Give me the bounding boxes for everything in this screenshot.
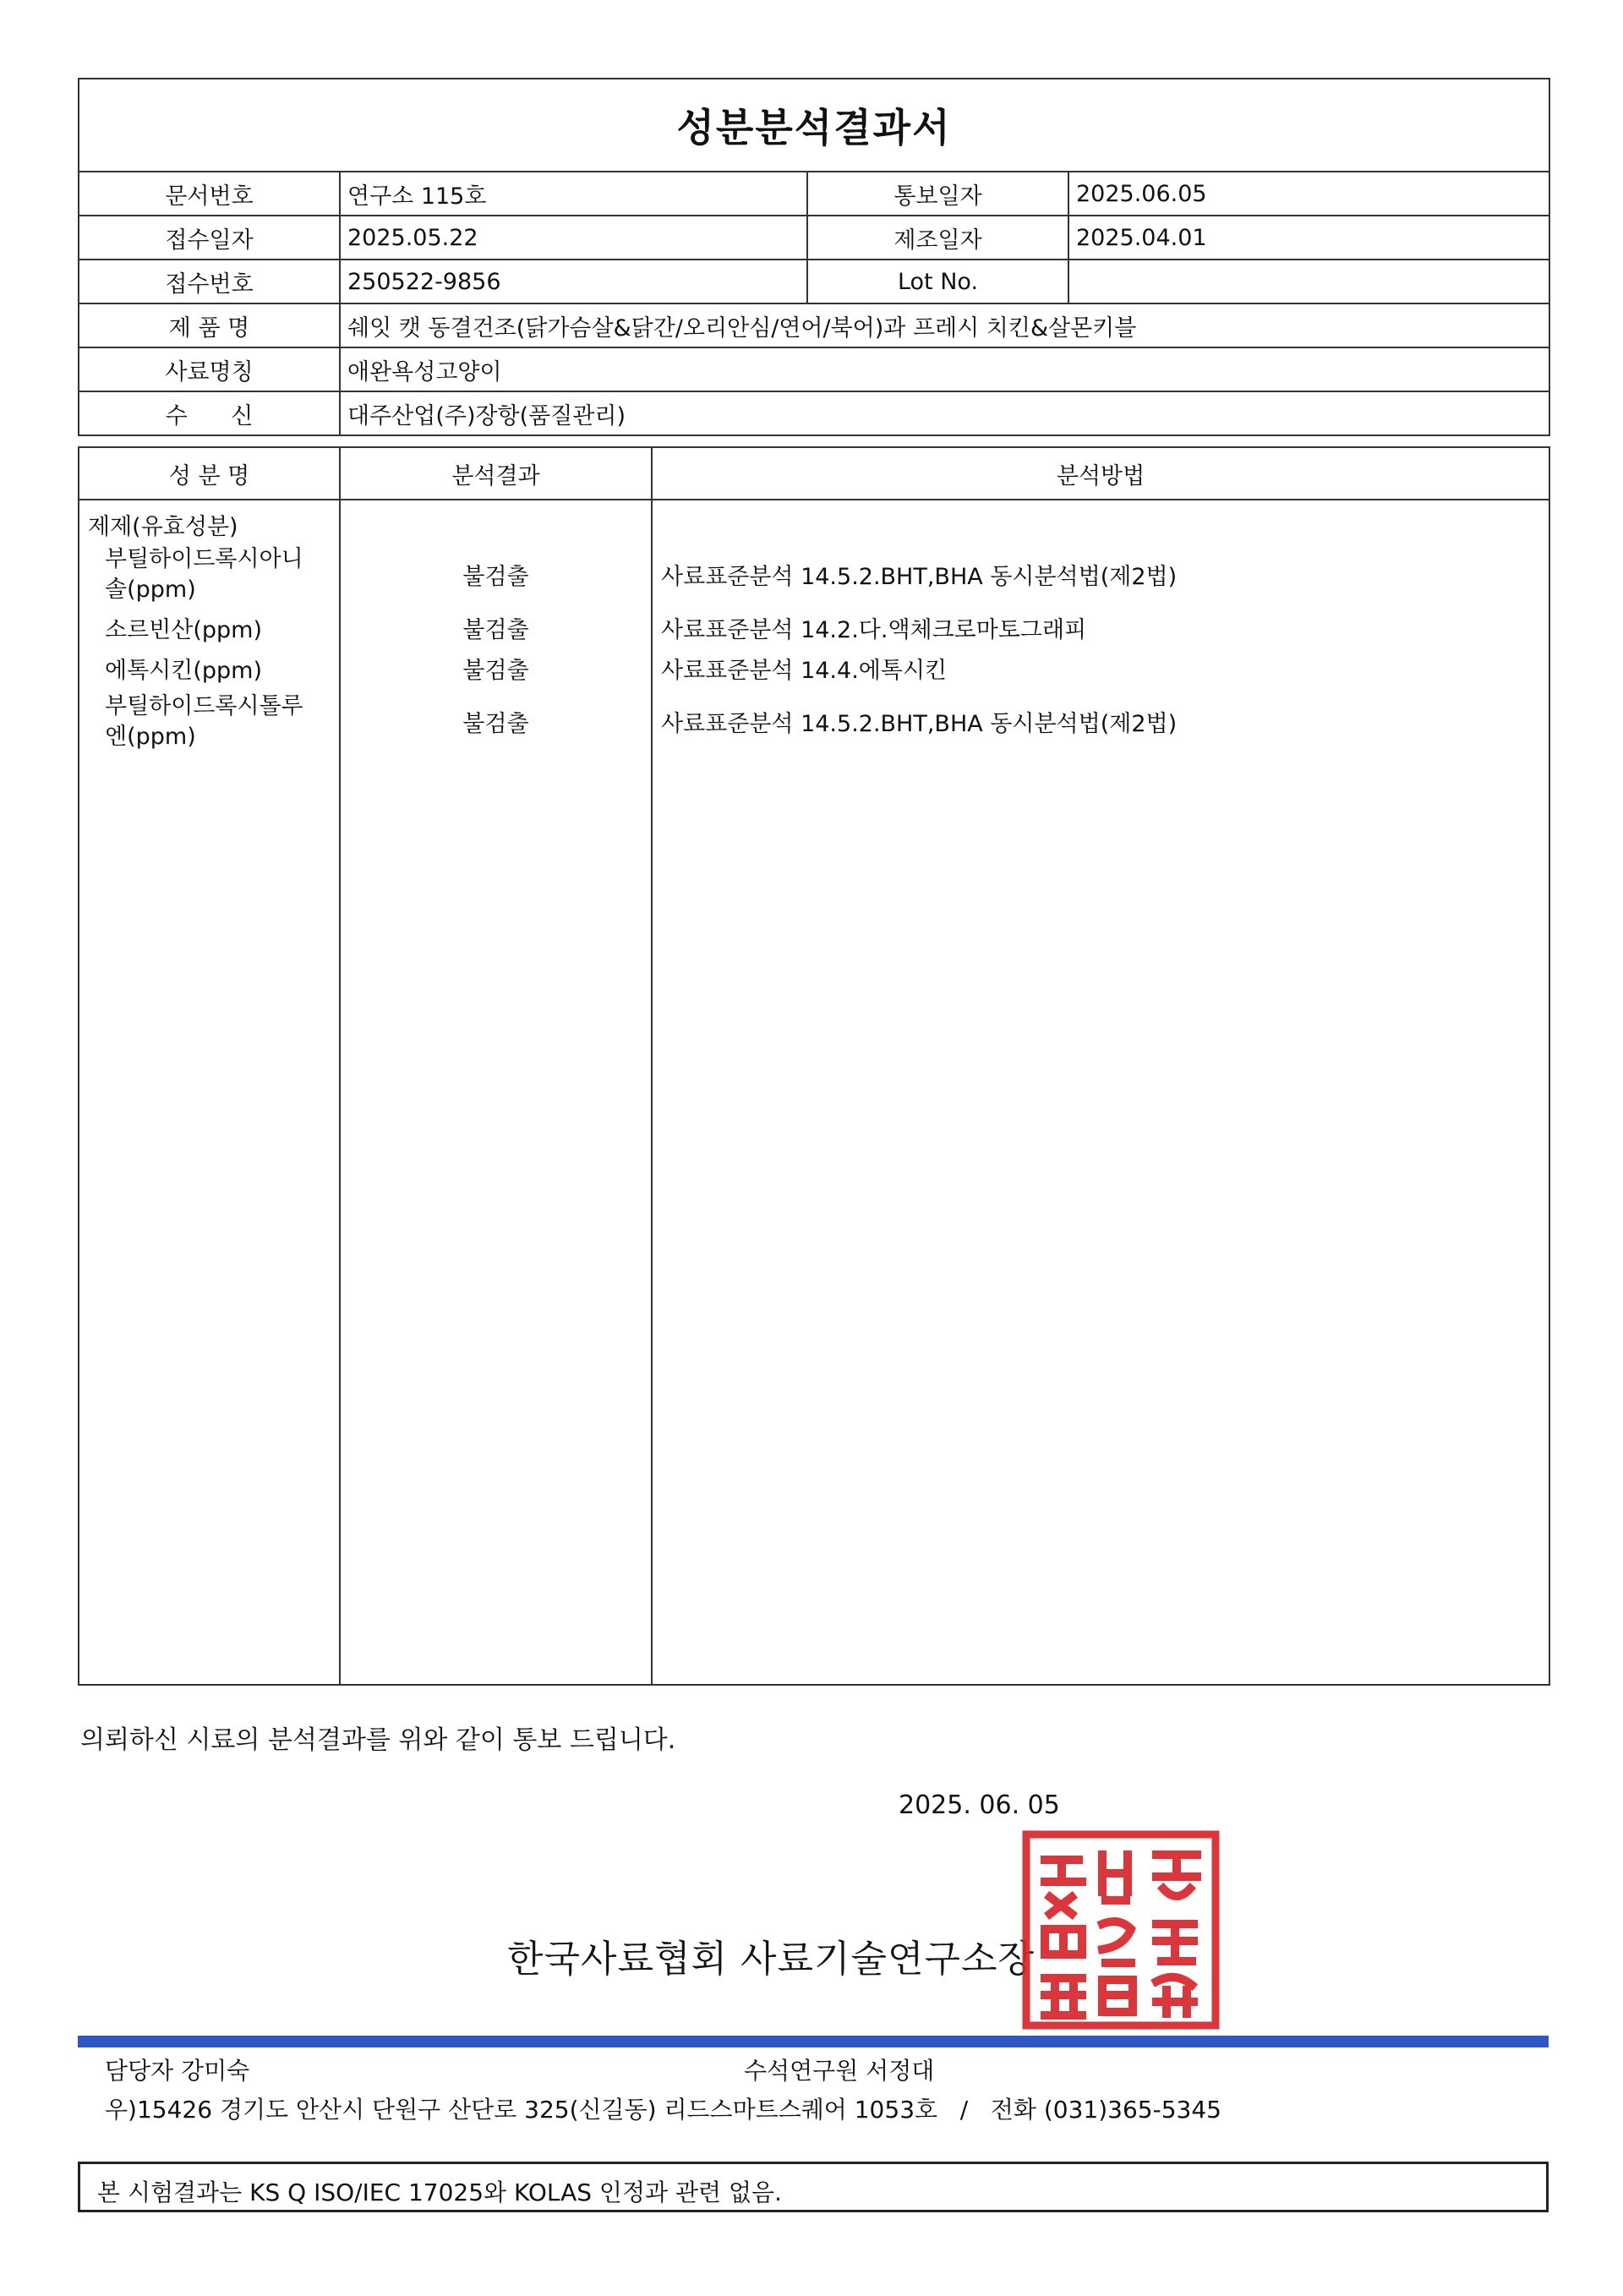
item-method: 사료표준분석 14.4.에톡시킨 [661,658,948,684]
lot-label: Lot No. [807,260,1068,303]
list-item [79,692,339,757]
item-method: 사료표준분석 14.5.2.BHT,BHA 동시분석법(제2법) [661,564,1178,590]
method-column [652,500,1549,1685]
lot-value [1068,260,1549,303]
notice-text: 의뢰하신 시료의 분석결과를 위와 같이 통보 드립니다. [80,1725,676,1755]
group-title: 제제(유효성분) [88,514,238,540]
receipt-date-label: 접수일자 [79,216,340,260]
item-name-line1: 에톡시킨(ppm) [105,658,262,684]
item-name-line1: 부틸하이드록시톨루 [105,693,303,719]
component-name-column [79,500,340,1685]
doc-no-label: 문서번호 [79,172,340,216]
organization-name: 한국사료협회 사료기술연구소장 [507,1938,1036,1981]
item-result: 불검출 [462,617,529,643]
receipt-no-label: 접수번호 [79,260,340,303]
doc-no-value: 연구소 115호 [340,172,807,216]
item-result: 불검출 [462,658,529,684]
info-table [78,78,1550,436]
receipt-date-value: 2025.05.22 [340,216,807,260]
item-name-line1: 부틸하이드록시아니 [105,546,303,572]
disclaimer-box [78,2162,1549,2212]
document-title: 성분분석결과서 [79,79,1549,172]
recipient-value: 대주산업(주)장항(품질관리) [340,391,1549,435]
item-name-line2: 솔(ppm) [105,577,196,603]
analysis-table [78,446,1550,1686]
footer-divider [78,2036,1549,2047]
receipt-no-value: 250522-9856 [340,260,807,303]
disclaimer-text: 본 시험결과는 KS Q ISO/IEC 17025와 KOLAS 인정과 관련 없음. [97,2178,782,2206]
item-method: 사료표준분석 14.5.2.BHT,BHA 동시분석법(제2법) [661,711,1178,737]
result-column [340,500,652,1685]
header-component-name: 성 분 명 [79,447,340,500]
item-name-line2: 엔(ppm) [105,724,196,750]
item-name-line1: 소르빈산(ppm) [105,617,262,643]
header-method: 분석방법 [652,447,1549,500]
contact-person: 담당자 강미숙 [105,2057,250,2085]
chief-researcher: 수석연구원 서정대 [744,2057,935,2085]
product-value: 쉐잇 캣 동결건조(닭가슴살&닭간/오리안심/연어/북어)과 프레시 치킨&살몬키블 [340,303,1549,347]
list-item [79,651,339,692]
list-item [79,544,339,610]
item-result: 불검출 [462,711,529,737]
mfg-date-label: 제조일자 [807,216,1068,260]
list-item [79,610,339,651]
notice-date-label: 통보일자 [807,172,1068,216]
notice-date-value: 2025.06.05 [1068,172,1549,216]
sample-value: 애완욕성고양이 [340,347,1549,391]
official-seal-icon [1021,1829,1221,2031]
mfg-date-value: 2025.04.01 [1068,216,1549,260]
sample-label: 사료명칭 [79,347,340,391]
product-label: 제 품 명 [79,303,340,347]
address-line: 우)15426 경기도 안산시 단원구 산단로 325(신길동) 리드스마트스퀘어 1053호 / 전화 (031)365-5345 [105,2096,1221,2124]
recipient-label: 수 신 [79,391,340,435]
item-result: 불검출 [462,564,529,590]
issue-date: 2025. 06. 05 [899,1790,1060,1820]
header-result: 분석결과 [340,447,652,500]
item-method: 사료표준분석 14.2.다.액체크로마토그래피 [661,617,1087,643]
